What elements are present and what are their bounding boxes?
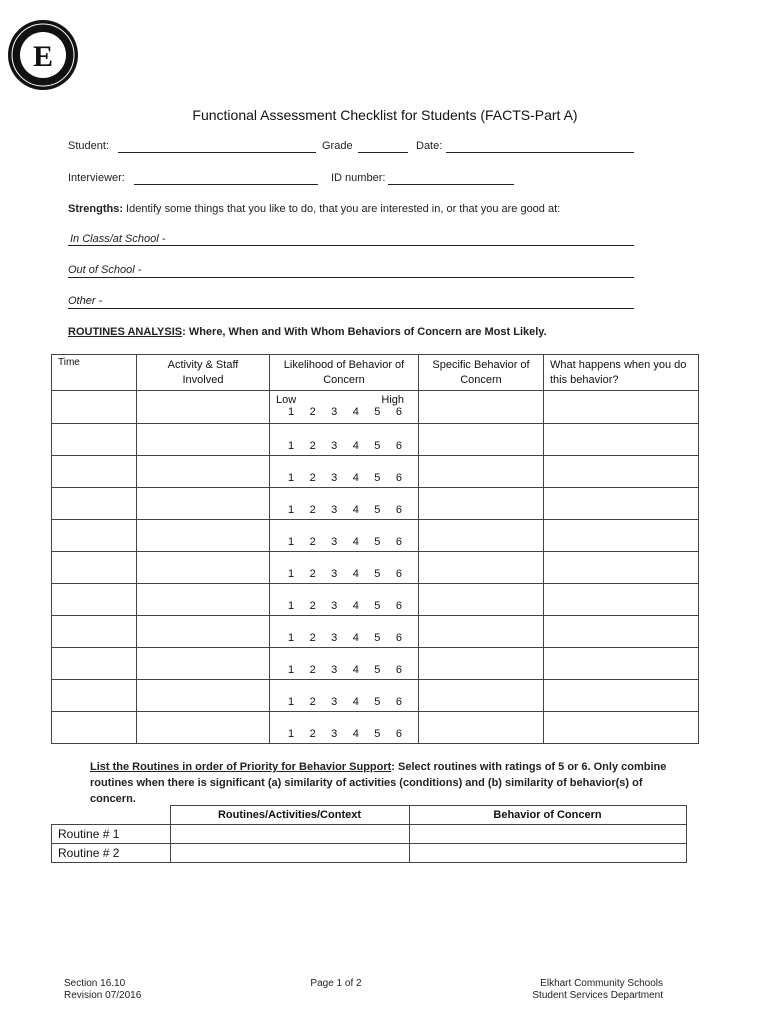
col-time-header: Time xyxy=(52,355,137,391)
scale-option-2[interactable]: 2 xyxy=(309,696,316,708)
scale-option-4[interactable]: 4 xyxy=(352,504,359,516)
likelihood-cell xyxy=(270,456,419,488)
specific-behavior-cell[interactable] xyxy=(419,648,544,680)
in-class-field[interactable] xyxy=(68,245,634,246)
scale-option-2[interactable]: 2 xyxy=(309,600,316,612)
id-number-label: ID number: xyxy=(331,172,386,184)
scale-option-2[interactable]: 2 xyxy=(309,472,316,484)
activity-cell[interactable] xyxy=(137,648,270,680)
scale-option-2[interactable]: 2 xyxy=(309,406,316,418)
page-title: Functional Assessment Checklist for Students (FACTS-Part A) xyxy=(192,107,578,123)
specific-behavior-cell[interactable] xyxy=(419,616,544,648)
scale-option-3[interactable]: 3 xyxy=(331,568,338,580)
specific-behavior-cell[interactable] xyxy=(419,488,544,520)
activity-cell[interactable] xyxy=(137,584,270,616)
scale-option-2[interactable]: 2 xyxy=(309,536,316,548)
col-routines-header: Routines/Activities/Context xyxy=(170,806,409,825)
priority-row-2 xyxy=(52,844,687,863)
scale-option-2[interactable]: 2 xyxy=(309,440,316,452)
what-happens-cell[interactable] xyxy=(544,552,699,584)
scale-option-1[interactable]: 1 xyxy=(288,472,295,484)
specific-behavior-cell[interactable] xyxy=(419,456,544,488)
likelihood-scale xyxy=(270,520,418,548)
priority-instructions xyxy=(90,759,680,807)
col-likelihood-header: Likelihood of Behavior of Concern xyxy=(270,355,419,391)
specific-behavior-cell[interactable] xyxy=(419,424,544,456)
routine-2-context-cell[interactable] xyxy=(170,844,409,863)
scale-option-2[interactable]: 2 xyxy=(309,664,316,676)
out-school-label: Out of School - xyxy=(68,264,142,276)
grade-label: Grade xyxy=(322,140,353,152)
time-cell[interactable] xyxy=(52,584,137,616)
routines-heading-rest: : Where, When and With Whom Behaviors of Concern are Most Likely. xyxy=(182,326,547,338)
what-happens-cell[interactable] xyxy=(544,648,699,680)
footer-page: Page 1 of 2 xyxy=(310,978,362,989)
footer-revision: Revision 07/2016 xyxy=(64,990,142,1001)
likelihood-scale xyxy=(270,456,418,484)
activity-cell[interactable] xyxy=(137,616,270,648)
likelihood-cell xyxy=(270,584,419,616)
likelihood-scale xyxy=(270,488,418,516)
routines-table xyxy=(51,354,699,744)
interviewer-label: Interviewer: xyxy=(68,172,125,184)
scale-option-6[interactable]: 6 xyxy=(395,600,402,612)
routine-row xyxy=(52,552,699,584)
routine-row xyxy=(52,520,699,552)
scale-option-6[interactable]: 6 xyxy=(395,440,402,452)
scale-option-3[interactable]: 3 xyxy=(331,472,338,484)
activity-cell[interactable] xyxy=(137,680,270,712)
scale-option-2[interactable]: 2 xyxy=(309,568,316,580)
routine-row xyxy=(52,424,699,456)
scale-option-5[interactable]: 5 xyxy=(374,406,381,418)
likelihood-scale xyxy=(270,680,418,708)
likelihood-cell xyxy=(270,648,419,680)
priority-instruction-underlined: List the Routines in order of Priority for Behavior Support xyxy=(90,761,392,773)
scale-high-label: High xyxy=(381,394,404,406)
scale-option-1[interactable]: 1 xyxy=(288,632,295,644)
scale-option-4[interactable]: 4 xyxy=(352,632,359,644)
likelihood-cell xyxy=(270,424,419,456)
routine-2-label: Routine # 2 xyxy=(52,844,171,863)
what-happens-cell[interactable] xyxy=(544,424,699,456)
scale-option-2[interactable]: 2 xyxy=(309,504,316,516)
scale-option-1[interactable]: 1 xyxy=(288,568,295,580)
scale-option-4[interactable]: 4 xyxy=(352,472,359,484)
activity-cell[interactable] xyxy=(137,391,270,424)
scale-option-3[interactable]: 3 xyxy=(331,600,338,612)
student-label: Student: xyxy=(68,140,109,152)
scale-low-label: Low xyxy=(276,394,297,406)
scale-option-5[interactable]: 5 xyxy=(374,472,381,484)
scale-option-6[interactable]: 6 xyxy=(395,568,402,580)
scale-option-6[interactable]: 6 xyxy=(395,406,402,418)
scale-option-4[interactable]: 4 xyxy=(352,568,359,580)
scale-option-1[interactable]: 1 xyxy=(288,728,295,740)
likelihood-cell xyxy=(270,391,419,424)
routine-row xyxy=(52,456,699,488)
activity-cell[interactable] xyxy=(137,520,270,552)
specific-behavior-cell[interactable] xyxy=(419,552,544,584)
routines-heading xyxy=(68,326,547,338)
what-happens-cell[interactable] xyxy=(544,391,699,424)
specific-behavior-cell[interactable] xyxy=(419,520,544,552)
scale-option-4[interactable]: 4 xyxy=(352,696,359,708)
scale-option-4[interactable]: 4 xyxy=(352,728,359,740)
activity-cell[interactable] xyxy=(137,424,270,456)
likelihood-scale xyxy=(270,406,418,418)
grade-field[interactable] xyxy=(358,152,408,153)
scale-option-1[interactable]: 1 xyxy=(288,504,295,516)
footer-dept: Student Services Department xyxy=(532,990,663,1001)
scale-option-3[interactable]: 3 xyxy=(331,504,338,516)
strengths-text: Identify some things that you like to do, that you are interested in, or that you are good at: xyxy=(123,203,561,215)
time-cell[interactable] xyxy=(52,520,137,552)
col-specific-header: Specific Behavior of Concern xyxy=(419,355,544,391)
routine-2-behavior-cell[interactable] xyxy=(409,844,686,863)
routine-1-behavior-cell[interactable] xyxy=(409,825,686,844)
col-behavior-header: Behavior of Concern xyxy=(409,806,686,825)
out-school-field[interactable] xyxy=(68,277,634,278)
likelihood-cell xyxy=(270,616,419,648)
time-cell[interactable] xyxy=(52,680,137,712)
scale-option-6[interactable]: 6 xyxy=(395,664,402,676)
scale-option-3[interactable]: 3 xyxy=(331,406,338,418)
time-cell[interactable] xyxy=(52,616,137,648)
time-cell[interactable] xyxy=(52,391,137,424)
col-activity-header: Activity & Staff Involved xyxy=(137,355,270,391)
likelihood-scale xyxy=(270,552,418,580)
activity-cell[interactable] xyxy=(137,712,270,744)
school-logo xyxy=(7,19,79,91)
scale-option-2[interactable]: 2 xyxy=(309,728,316,740)
activity-cell[interactable] xyxy=(137,552,270,584)
strengths-prompt xyxy=(68,203,560,215)
scale-option-2[interactable]: 2 xyxy=(309,632,316,644)
scale-option-3[interactable]: 3 xyxy=(331,728,338,740)
scale-option-1[interactable]: 1 xyxy=(288,600,295,612)
routine-1-context-cell[interactable] xyxy=(170,825,409,844)
scale-option-6[interactable]: 6 xyxy=(395,728,402,740)
scale-option-5[interactable]: 5 xyxy=(374,664,381,676)
likelihood-scale xyxy=(270,616,418,644)
footer-section: Section 16.10 xyxy=(64,978,126,989)
routine-1-label: Routine # 1 xyxy=(52,825,171,844)
routine-row xyxy=(52,488,699,520)
scale-option-3[interactable]: 3 xyxy=(331,440,338,452)
scale-option-5[interactable]: 5 xyxy=(374,632,381,644)
scale-option-6[interactable]: 6 xyxy=(395,696,402,708)
scale-option-5[interactable]: 5 xyxy=(374,440,381,452)
date-label: Date: xyxy=(416,140,443,152)
footer-right xyxy=(520,978,663,1002)
time-cell[interactable] xyxy=(52,488,137,520)
priority-instruction-rest: : Select routines with ratings of 5 or 6. Only combine routines when there is significant (a) similarity of activities (conditions) and (b) similarity of behavior(s) of concern. xyxy=(90,761,667,805)
what-happens-cell[interactable] xyxy=(544,456,699,488)
specific-behavior-cell[interactable] xyxy=(419,391,544,424)
what-happens-cell[interactable] xyxy=(544,680,699,712)
likelihood-scale xyxy=(270,424,418,452)
what-happens-cell[interactable] xyxy=(544,488,699,520)
scale-option-5[interactable]: 5 xyxy=(374,568,381,580)
other-label: Other - xyxy=(68,295,103,307)
interviewer-field[interactable] xyxy=(134,184,318,185)
likelihood-scale xyxy=(270,584,418,612)
routines-heading-bold: ROUTINES ANALYSIS xyxy=(68,326,183,338)
likelihood-cell xyxy=(270,488,419,520)
activity-cell[interactable] xyxy=(137,488,270,520)
priority-header-row xyxy=(52,806,687,825)
routine-row xyxy=(52,584,699,616)
scale-option-1[interactable]: 1 xyxy=(288,406,295,418)
routine-row xyxy=(52,616,699,648)
activity-cell[interactable] xyxy=(137,456,270,488)
what-happens-cell[interactable] xyxy=(544,712,699,744)
scale-option-6[interactable]: 6 xyxy=(395,504,402,516)
routine-row xyxy=(52,648,699,680)
scale-option-4[interactable]: 4 xyxy=(352,664,359,676)
scale-option-6[interactable]: 6 xyxy=(395,632,402,644)
time-cell[interactable] xyxy=(52,456,137,488)
time-cell[interactable] xyxy=(52,648,137,680)
scale-option-5[interactable]: 5 xyxy=(374,536,381,548)
scale-option-3[interactable]: 3 xyxy=(331,696,338,708)
col-what-happens-header: What happens when you do this behavior? xyxy=(544,355,699,391)
what-happens-cell[interactable] xyxy=(544,520,699,552)
scale-option-3[interactable]: 3 xyxy=(331,664,338,676)
time-cell[interactable] xyxy=(52,552,137,584)
student-field[interactable] xyxy=(118,152,316,153)
likelihood-cell xyxy=(270,520,419,552)
specific-behavior-cell[interactable] xyxy=(419,712,544,744)
what-happens-cell[interactable] xyxy=(544,584,699,616)
scale-option-3[interactable]: 3 xyxy=(331,632,338,644)
time-cell[interactable] xyxy=(52,712,137,744)
scale-option-5[interactable]: 5 xyxy=(374,728,381,740)
priority-table xyxy=(51,805,687,863)
specific-behavior-cell[interactable] xyxy=(419,680,544,712)
scale-option-1[interactable]: 1 xyxy=(288,440,295,452)
scale-option-4[interactable]: 4 xyxy=(352,406,359,418)
routine-row xyxy=(52,712,699,744)
scale-option-6[interactable]: 6 xyxy=(395,472,402,484)
likelihood-scale xyxy=(270,648,418,676)
likelihood-scale xyxy=(270,712,418,740)
logo-letter: E xyxy=(32,40,54,73)
scale-option-1[interactable]: 1 xyxy=(288,696,295,708)
scale-option-5[interactable]: 5 xyxy=(374,504,381,516)
scale-option-4[interactable]: 4 xyxy=(352,440,359,452)
time-cell[interactable] xyxy=(52,424,137,456)
routine-row xyxy=(52,680,699,712)
likelihood-cell xyxy=(270,680,419,712)
scale-option-4[interactable]: 4 xyxy=(352,600,359,612)
scale-option-5[interactable]: 5 xyxy=(374,696,381,708)
in-class-label: In Class/at School - xyxy=(70,233,166,245)
strengths-label: Strengths: xyxy=(68,203,123,215)
scale-option-6[interactable]: 6 xyxy=(395,536,402,548)
date-field[interactable] xyxy=(446,152,634,153)
scale-option-5[interactable]: 5 xyxy=(374,600,381,612)
likelihood-cell xyxy=(270,712,419,744)
scale-option-1[interactable]: 1 xyxy=(288,536,295,548)
scale-option-4[interactable]: 4 xyxy=(352,536,359,548)
id-number-field[interactable] xyxy=(388,184,514,185)
other-field[interactable] xyxy=(68,308,634,309)
what-happens-cell[interactable] xyxy=(544,616,699,648)
routines-header-row xyxy=(52,355,699,391)
scale-option-3[interactable]: 3 xyxy=(331,536,338,548)
scale-option-1[interactable]: 1 xyxy=(288,664,295,676)
specific-behavior-cell[interactable] xyxy=(419,584,544,616)
likelihood-cell xyxy=(270,552,419,584)
priority-row-1 xyxy=(52,825,687,844)
footer-org: Elkhart Community Schools xyxy=(540,978,663,989)
routine-row xyxy=(52,391,699,424)
